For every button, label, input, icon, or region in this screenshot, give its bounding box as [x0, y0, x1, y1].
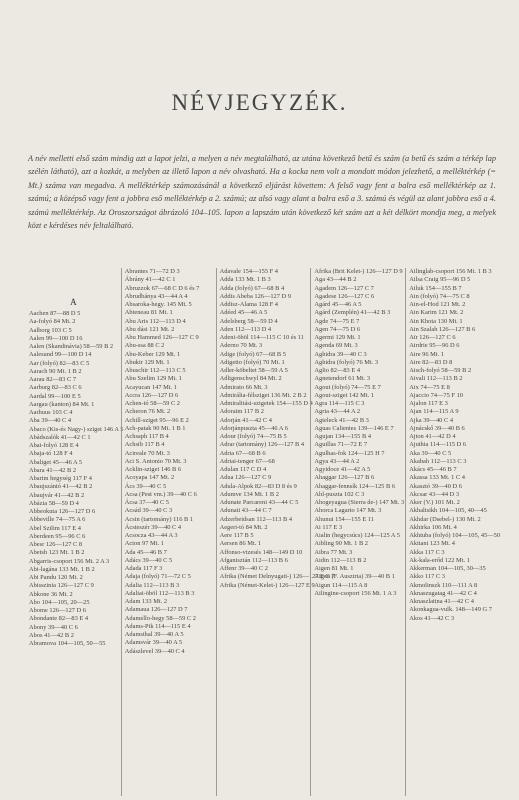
index-entry: Ai 117 E 3 [314, 523, 343, 531]
index-entry: Acsocza 43—44 A 3 [124, 532, 178, 539]
index-entry: Adunati 43—44 C 7 [219, 507, 272, 515]
index-entry: Ain Szalah 126—127 B 6 [409, 325, 476, 333]
index-entry: Akcsar 43—44 D 3 [409, 490, 460, 498]
index-entry: Akassa 133 Mt. 1 C 4 [409, 474, 465, 482]
index-entry: Agnetendorf 61 Mt. 3 [314, 375, 371, 383]
index-entry: Adunate Parcareni 43—44 C 5 [219, 499, 299, 506]
index-entry: Ahunui 154—155 E 11 [314, 515, 374, 523]
index-entry: Ain Khota 130 Mt. 1 [409, 317, 463, 325]
index-entry: Adorjánpuszta 45—46 A 6 [219, 424, 288, 432]
index-entry: Acklin-sziget 146 B 6 [124, 466, 182, 473]
index-entry: Achen-tó 58—59 C 2 [124, 400, 180, 407]
index-column [26, 268, 124, 796]
index-entry: Addis Abeba 126—127 D 9 [219, 292, 291, 300]
index-entry: Akitani 123 Mt. 4 [409, 540, 455, 548]
index-entry: Akka 117 C 3 [409, 548, 445, 556]
index-entry: Ahorca Lagarto 147 Mt. 3 [314, 507, 382, 515]
index-entry: Addisz-Alama 128 F 4 [219, 301, 278, 308]
index-entry: Aglio 82—83 E 4 [314, 367, 361, 374]
index-entry: Aisch-folyó 58—59 B 2 [409, 367, 472, 374]
index-entry: Akhirka 106 Mt. 4 [409, 523, 457, 531]
index-entry: Agulhas-fok 124—125 H 7 [314, 449, 385, 457]
index-entry: Abara 41—42 B 2 [29, 466, 77, 474]
index-entry: Afrika (Német Delnyugati-) 126—127 F G 7 [219, 573, 335, 581]
index-entry: Abaco (Kis-és Nagy-) sziget 146 A 5 [29, 425, 124, 433]
index-entry: Agárd 45—46 A 5 [314, 301, 362, 308]
index-entry: Aalborg 103 C 5 [29, 326, 72, 334]
index-entry: Aigen (F. Ausztria) 39—40 B 1 [314, 573, 395, 581]
index-entry: Agadese 126—127 C 6 [314, 292, 375, 300]
index-entry: Aba 39—40 C 4 [29, 417, 72, 425]
index-entry: Ain Karim 121 Mt. 2 [409, 309, 464, 317]
index-entry: Abuschir 112—113 C 5 [124, 367, 186, 374]
index-entry: Airdrie 95—96 D 6 [409, 342, 460, 350]
index-entry: Adeni-öböl 114—115 C 10 és 11 [219, 334, 304, 341]
index-columns [26, 268, 500, 796]
index-entry: Aigen 81 Mt. 1 [314, 565, 354, 572]
index-entry: Agde 74—75 E 7 [314, 317, 360, 325]
index-entry: Ajka 39—40 C 4 [409, 416, 454, 424]
index-entry: Adéed 45—46 A 5 [219, 309, 268, 317]
index-entry: Abbeville 74—75 A 6 [29, 516, 86, 524]
index-entry: Admirália-félsziget 136 Mt. 2 B 2 [219, 391, 307, 399]
index-entry: Adamello-hegy 58—59 C 2 [124, 614, 196, 622]
index-entry: Ajuthia 114—115 D 6 [409, 441, 467, 449]
index-entry: Akabah 112—113 C 3 [409, 457, 467, 465]
section-letter: A [70, 297, 77, 307]
index-entry: Aghidra (folyó) 76 Mt. 3 [314, 358, 379, 366]
index-entry: Abu dási 121 Mt. 2 [124, 325, 175, 333]
index-entry: Admiralitási-szigetek 154—155 D 4 [219, 400, 313, 407]
index-entry: Aghidra 39—40 C 3 [314, 350, 367, 358]
index-entry: Aarhuus 103 C 4 [29, 409, 73, 416]
index-entry: Adua 126—127 C 9 [219, 474, 272, 482]
index-entry: Akonkagua-vulk. 148—149 G 7 [409, 606, 492, 614]
index-entry: Afrika (Német-Kelet-) 126—127 E 9 [219, 581, 315, 589]
index-entry: Adige (folyó) 67—68 B 5 [219, 350, 286, 358]
index-entry: Abo 104—105, 20—25 [29, 598, 90, 606]
index-entry: Agadem 126—127 C 7 [314, 284, 374, 292]
index-entry: Adelsberg 58—59 D 4 [219, 317, 278, 325]
index-entry: Adaja (folyó) 71—72 C 5 [124, 573, 191, 581]
index-entry: Abukir 129 Mt. 1 [124, 358, 170, 366]
index-entry: Adaliai-öböl 112—113 B 3 [124, 589, 195, 597]
index-entry: Aersen 86 Mt. 1 [219, 540, 262, 548]
index-entry: Agout-sziget 142 Mt. 1 [314, 391, 375, 399]
index-entry: Ajnácskő 39—40 B 6 [409, 424, 465, 432]
index-entry: Agujan 134—155 B 4 [314, 433, 372, 440]
index-entry: Ahaggar-fennsík 124—125 B 6 [314, 482, 396, 490]
index-entry: Abázia 58—59 D 4 [29, 499, 79, 507]
index-entry: Adam 133 Mt. 2 [124, 598, 168, 605]
index-entry: Adada 117 F 3 [124, 565, 163, 572]
index-column [405, 268, 500, 796]
index-entry: Abos 41—42 B 2 [29, 631, 74, 639]
index-entry: Akko 117 C 3 [409, 573, 445, 581]
index-entry: Abony 39—40 C 6 [29, 623, 78, 631]
index-entry: Abisszinia 126—127 C 9 [29, 582, 94, 590]
index-entry: Agyidoce 41—42 A 5 [314, 466, 371, 473]
index-entry: Adams-Pik 114—115 E 4 [124, 622, 191, 630]
index-entry: Aialin (hegycsúcs) 124—125 A 5 [314, 532, 400, 539]
index-entry: Aix 74—75 E 8 [409, 383, 450, 391]
index-entry: Agárd (Zemplén) 41—42 B 3 [314, 309, 391, 317]
index-entry: Afrika (Brit Kelet-) 126—127 D 9 [314, 268, 403, 275]
index-entry: Abaliget 45—46 A 5 [29, 458, 83, 466]
index-entry: Abetsh 123 Mt. 1 B 2 [29, 549, 85, 557]
index-entry: Aegeri-tó 84 Mt. 2 [219, 523, 268, 531]
index-entry: Agteleck 41—42 B 3 [314, 416, 369, 424]
index-entry: Ain-el-Hod 121 Mt. 2 [409, 301, 466, 308]
index-entry: Ácsteszér 39—40 C 4 [124, 523, 182, 531]
index-entry: Akos 41—42 C 3 [409, 614, 455, 622]
index-entry: Agria 43—44 A 2 [314, 408, 361, 416]
index-entry: Adulan 117 C D 4 [219, 466, 267, 473]
index-entry: Aguillas 71—72 E 7 [314, 441, 368, 449]
index-entry: Abu-ssa 88 C 2 [124, 342, 165, 350]
index-entry: Adalia 112—113 B 3 [124, 581, 180, 589]
index-entry: Aar (folyó) 82—83 C 5 [29, 359, 90, 367]
index-entry: Aguas Calientes 139—146 E 7 [314, 424, 394, 432]
index-entry: Admirato 66 Mt. 3 [219, 383, 268, 391]
index-entry: Adamsvár 39—40 A 5 [124, 639, 183, 647]
index-entry: Abrantes 71—72 D 3 [124, 268, 180, 275]
index-entry: Aden 112—113 D 4 [219, 325, 272, 333]
index-entry: Akhaltsikh 104—105, 40—45 [409, 507, 487, 515]
index-entry: Achsib 117 B 4 [124, 441, 165, 449]
index-entry: Adler-köbeltet 58—59 A 5 [219, 367, 288, 374]
index-entry: Affenr 39—40 C 2 [219, 565, 268, 572]
index-entry: Accra 126—127 D 6 [124, 391, 179, 399]
index-entry: Ajton 41—42 D 4 [409, 433, 456, 440]
index-entry: Ajaccio 74—75 F 10 [409, 391, 463, 399]
index-entry: Agen 74—75 D 6 [314, 325, 361, 333]
index-entry: Aargau (kanton) 84 Mt. 1 [29, 400, 95, 408]
index-entry: Ács 39—40 C 5 [124, 482, 167, 490]
index-entry: Adavale 154—155 F 4 [219, 268, 278, 275]
index-entry: Agermi 129 Mt. 1 [314, 334, 361, 341]
index-entry: Ailingine-csoport 156 Mt. 1 A 3 [314, 589, 397, 597]
index-entry: Akmolinszk 110—111 A 8 [409, 581, 478, 589]
index-entry: Akhtuba (folyó) 104—105, 45—50 [409, 532, 501, 539]
index-entry: Abel Szilim 117 E 4 [29, 524, 81, 532]
index-entry: Aalen 99—100 D 16 [29, 334, 83, 342]
index-entry: Abai-folyó 128 E 4 [29, 442, 79, 449]
index-entry: Acayucan 147 Mt. 1 [124, 383, 177, 391]
page-title: NÉVJEGYZÉK. [171, 90, 348, 115]
index-entry: Ak-kala-erőd 122 Mt. 1 [409, 556, 470, 564]
index-entry: Acton 97 Mt. 1 [124, 540, 164, 548]
index-entry: Aere 117 B 5 [219, 532, 254, 539]
index-entry: Absaroka-hegy. 145 Mt. 5 [124, 301, 192, 308]
index-entry: Aachen 87—88 D 5 [29, 310, 81, 317]
index-entry: Aardal 99—100 E 5 [29, 392, 81, 400]
index-entry: Agout (folyó) 74—75 E 7 [314, 383, 381, 391]
index-entry: Abaujvár 41—42 B 2 [29, 491, 85, 499]
index-entry: Acsin (tartomány) 116 B 1 [124, 515, 194, 523]
index-entry: Abaujszántó 41—42 B 2 [29, 483, 93, 491]
index-entry: Abondante 82—83 E 4 [29, 615, 89, 623]
index-entry: Aalesund 99—100 D 14 [29, 351, 92, 359]
index-entry: Abi-lagána 133 Mt. 1 B 2 [29, 565, 95, 573]
index-entry: Aire 96 Mt. 1 [409, 350, 444, 358]
index-entry: Abu Szelim 129 Mt. 1 [124, 375, 182, 383]
index-entry: Adamsthal 39—40 A 5 [124, 631, 184, 638]
index-entry: Abu Aris 112—113 D 4 [124, 317, 186, 325]
intro-paragraph: A név melletti első szám mindig azt a lapot jelzi, a melyen a név megtalálható, az utána következő betű és szám (a betű és szám a térkép lap szélén látható), azt a kozkát, a melyben az illető lapon a név olvasható. Ha a kocka nem volt a mondott módon jelezhető, a melléktérkép (= Mt.) száma van megadva. A melléktérkép számozásánál a következő eljárást követtem: A felső vagy fent a balra eső melléktérkép az 1. számú; a középső vagy fent a jobbra eső melléktérkép a 2. számú; az alsó vagy alant a balra eső a 3. számú és végül az alant jobbra eső a 4. számú melléktérkép. Az Oroszországot ábrázoló 104–105. lapon a lapszám után következő két szám azt a két délkört mondja meg, a melyek közt e kérdéses név feltalálható. [28, 154, 496, 231]
index-entry: Abaja-tó 128 F 4 [29, 450, 73, 458]
index-entry: Aa-folyó 84 Mt. 2 [29, 318, 76, 326]
index-entry: Aigun 114—115 A 8 [314, 581, 368, 589]
index-entry: Acsád 39—40 C 3 [124, 507, 173, 515]
index-entry: Aarach 90 Mt. 1 B 2 [29, 367, 82, 375]
index-entry: Abkone 36 Mt. 2 [29, 590, 73, 598]
index-entry: Adács 39—40 C 5 [124, 556, 173, 564]
index-entry: Abrudbánya 43—44 A 4 [124, 292, 188, 300]
index-entry: Ailsa Craig 95—96 D 5 [409, 276, 471, 284]
index-entry: Aknaszugatag 41—42 C 4 [409, 589, 477, 597]
index-entry: Ain (folyó) 74—75 C 8 [409, 292, 470, 300]
index-entry: Aci S. Antonio 70 Mt. 3 [124, 457, 187, 465]
index-entry: Adriai-tenger 67—68 [219, 457, 275, 465]
index-entry: Aibling 90 Mt. 1 B 2 [314, 540, 369, 548]
index-entry: Akács 45—46 B 7 [409, 466, 457, 473]
index-entry: Abruzzok 67—68 C D 6 és 7 [124, 284, 200, 292]
index-entry: Afganisztán 112—113 B 6 [219, 556, 288, 564]
index-entry: Achill-sziget 95—96 E 2 [124, 416, 189, 424]
index-entry: Ajan 114—115 A 9 [409, 408, 459, 416]
index-entry: Aderno 70 Mt. 3 [219, 342, 263, 350]
index-entry: Abu-Keber 129 Mt. 1 [124, 350, 181, 358]
index-entry: Acoyapa 147 Mt. 2 [124, 474, 175, 482]
index-entry: Abteneau 81 Mt. 1 [124, 309, 173, 317]
index-entry: Akhdar (Dsebel-) 130 Mt. 2 [409, 515, 481, 523]
index-entry: Aire 82—83 D 8 [409, 358, 453, 366]
index-entry: Adoraim 117 B 2 [219, 408, 264, 416]
index-entry: Acsa (Pest vm.) 39—40 C 6 [124, 490, 197, 498]
index-entry: Adria 67—68 B 6 [219, 449, 266, 457]
index-entry: Akkerman 104—105, 30—35 [409, 565, 486, 572]
index-entry: Adamaua 126—127 D 7 [124, 606, 188, 614]
index-entry: Acheron 76 Mt. 2 [124, 408, 171, 416]
index-entry: Aalen (Skandinávia) 58—59 B 2 [29, 343, 114, 350]
index-entry: Abarim hegység 117 F 4 [29, 475, 92, 482]
index-entry: Adda 133 Mt. 1 B 3 [219, 276, 271, 284]
index-entry: Aidin 112—113 B 2 [314, 556, 367, 564]
index-entry: Adrar (tartomány) 126—127 B 4 [219, 441, 305, 449]
index-entry: Abesr 126—127 C 8 [29, 541, 83, 548]
index-entry: Aga 43—44 B 2 [314, 276, 357, 284]
index-entry: Ahogeyagua (Sierra de-) 147 Mt. 3 [314, 499, 405, 506]
index-entry: Aknaszlatina 41—42 C 4 [409, 598, 474, 605]
index-entry: Ahl-puszta 102 C 3 [314, 490, 365, 498]
index-entry: Adorján 41—42 C 4 [219, 416, 272, 424]
index-entry: Akasztó 39—40 D 6 [409, 482, 462, 490]
index-entry: Aka 39—40 C 5 [409, 449, 452, 457]
index-column [310, 268, 405, 796]
index-entry: Ahaggar 126—127 B 6 [314, 474, 375, 482]
index-entry: Abramova 104—105, 50—55 [29, 640, 106, 647]
index-entry: Abi Pandu 120 Mt. 2 [29, 574, 83, 581]
index-entry: Aïr 126—127 C 6 [409, 334, 456, 341]
index-entry: Adour (folyó) 74—75 B 5 [219, 433, 287, 440]
index-entry: Agenda 69 Mt. 3 [314, 342, 358, 350]
index-entry: Aker (V.) 101 Mt. 2 [409, 499, 460, 506]
index-entry: Affonso-vizesés 148—149 D 10 [219, 548, 303, 556]
index-entry: Aibra 77 Mt. 3 [314, 548, 353, 556]
index-entry: Ailuk 154—155 B 7 [409, 284, 462, 292]
index-entry: Ach-patak 90 Mt. 1 B 1 [124, 424, 186, 432]
index-entry: Adzerbeidsan 112—113 B 4 [219, 515, 293, 523]
index-entry: Abbeokuta 126—127 D 6 [29, 508, 96, 515]
index-column [121, 268, 216, 796]
index-entry: Ábrány 41—42 C 1 [124, 276, 176, 284]
index-entry: Adligenschwyl 84 Mt. 2 [219, 375, 282, 383]
index-entry: Aarburg 82—83 C 6 [29, 384, 82, 392]
index-entry: Agra 114—115 C 3 [314, 400, 365, 407]
index-entry: Ácsa 37—40 C 5 [124, 499, 169, 506]
index-entry: Aberdeen 95—96 C 6 [29, 532, 86, 540]
index-entry: Abádszalók 41—42 C 1 [29, 433, 91, 441]
index-entry: Adászlevel 39—40 C 4 [124, 647, 185, 655]
index-entry: Abgarris-csoport 156 Mt. 2 A 3 [29, 557, 110, 565]
index-entry: Ailinglab-csoport 156 Mt. 1 B 3 [409, 268, 492, 275]
index-entry: Adula-Alpok 82—83 D 8 és 9 [219, 482, 297, 490]
index-entry: Ada 45—46 B 7 [124, 548, 167, 556]
index-entry: Abome 126—127 D 6 [29, 607, 86, 614]
index-entry: Acireale 70 Mt. 3 [124, 449, 170, 457]
index-entry: Ajalon 117 E 3 [409, 400, 448, 407]
index-entry: Aivali 112—113 B 2 [409, 375, 463, 383]
index-entry: Adumve 134 Mt. 1 B 2 [219, 490, 279, 498]
index-entry: Agya 43—44 A 2 [314, 457, 360, 465]
index-entry: Adda (folyó) 67—68 B 4 [219, 284, 285, 292]
index-entry: Abu Hammed 126—127 C 9 [124, 334, 199, 341]
index-entry: Adigetto (folyó) 70 Mt. 1 [219, 358, 285, 366]
index-entry: Aarau 82—83 C 7 [29, 376, 77, 383]
index-entry: Achsaph 117 B 4 [124, 433, 169, 440]
